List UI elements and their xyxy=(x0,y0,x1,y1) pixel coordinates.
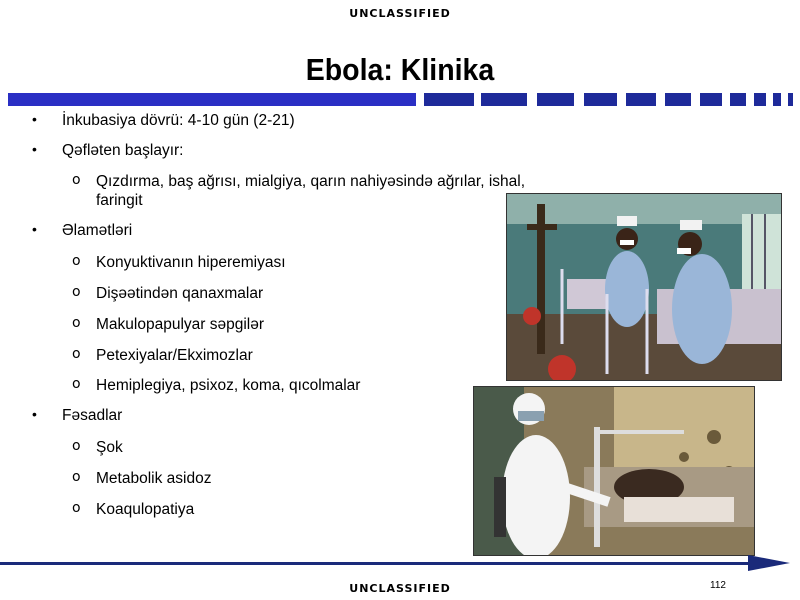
title-bar-segment xyxy=(730,93,746,106)
sub-bullet-icon: o xyxy=(72,315,81,331)
photo-health-workers-ward xyxy=(506,193,782,381)
title-bar-segment xyxy=(700,93,722,106)
title-bar-segment xyxy=(424,93,474,106)
bullet-dot-icon: • xyxy=(32,406,37,422)
title-bar-segment xyxy=(481,93,527,106)
bullet-item: Fəsadlar xyxy=(62,407,123,424)
title-bar-segment xyxy=(788,93,793,106)
sub-bullet-item-continued: faringit xyxy=(96,192,143,209)
sub-bullet-item: Qızdırma, baş ağrısı, mialgiya, qarın nahiyəsində ağrılar, ishal, xyxy=(96,173,526,190)
sub-bullet-icon: o xyxy=(72,500,81,516)
sub-bullet-item: Dişəətindən qanaxmalar xyxy=(96,285,264,302)
sub-bullet-icon: o xyxy=(72,376,81,392)
sub-bullet-item: Hemiplegiya, psixoz, koma, qıcolmalar xyxy=(96,377,361,394)
bullet-dot-icon: • xyxy=(32,221,37,237)
sub-bullet-item: Konyuktivanın hiperemiyası xyxy=(96,254,286,271)
title-bar-segment xyxy=(8,93,416,106)
footer-arrow-icon xyxy=(748,555,790,571)
photo-ppe-worker-patient xyxy=(473,386,755,556)
sub-bullet-icon: o xyxy=(72,253,81,269)
title-bar-segment xyxy=(773,93,781,106)
bullet-item: İnkubasiya dövrü: 4-10 gün (2-21) xyxy=(62,112,295,129)
sub-bullet-icon: o xyxy=(72,438,81,454)
sub-bullet-item: Makulopapulyar səpgilər xyxy=(96,316,265,333)
ward-photo-illustration xyxy=(507,194,781,380)
title-bar-segment xyxy=(537,93,574,106)
bullet-item: Əlamətləri xyxy=(62,222,133,239)
title-bar-segment xyxy=(584,93,617,106)
classification-header: UNCLASSIFIED xyxy=(349,7,451,20)
sub-bullet-item: Petexiyalar/Ekximozlar xyxy=(96,347,253,364)
bullet-item: Qəfləten başlayır: xyxy=(62,142,184,159)
sub-bullet-item: Şok xyxy=(96,439,123,456)
classification-footer: UNCLASSIFIED xyxy=(349,582,451,595)
sub-bullet-item: Metabolik asidoz xyxy=(96,470,212,487)
title-bar-segment xyxy=(626,93,656,106)
footer-divider xyxy=(0,562,760,565)
sub-bullet-icon: o xyxy=(72,469,81,485)
title-bar-segment xyxy=(754,93,766,106)
sub-bullet-icon: o xyxy=(72,284,81,300)
bullet-dot-icon: • xyxy=(32,141,37,157)
sub-bullet-item: Koaqulopatiya xyxy=(96,501,195,518)
slide-title: Ebola: Klinika xyxy=(305,52,495,87)
sub-bullet-icon: o xyxy=(72,346,81,362)
title-bar-segment xyxy=(665,93,691,106)
page-number: 112 xyxy=(710,580,726,591)
bullet-dot-icon: • xyxy=(32,111,37,127)
ppe-photo-illustration xyxy=(474,387,754,555)
sub-bullet-icon: o xyxy=(72,172,81,188)
